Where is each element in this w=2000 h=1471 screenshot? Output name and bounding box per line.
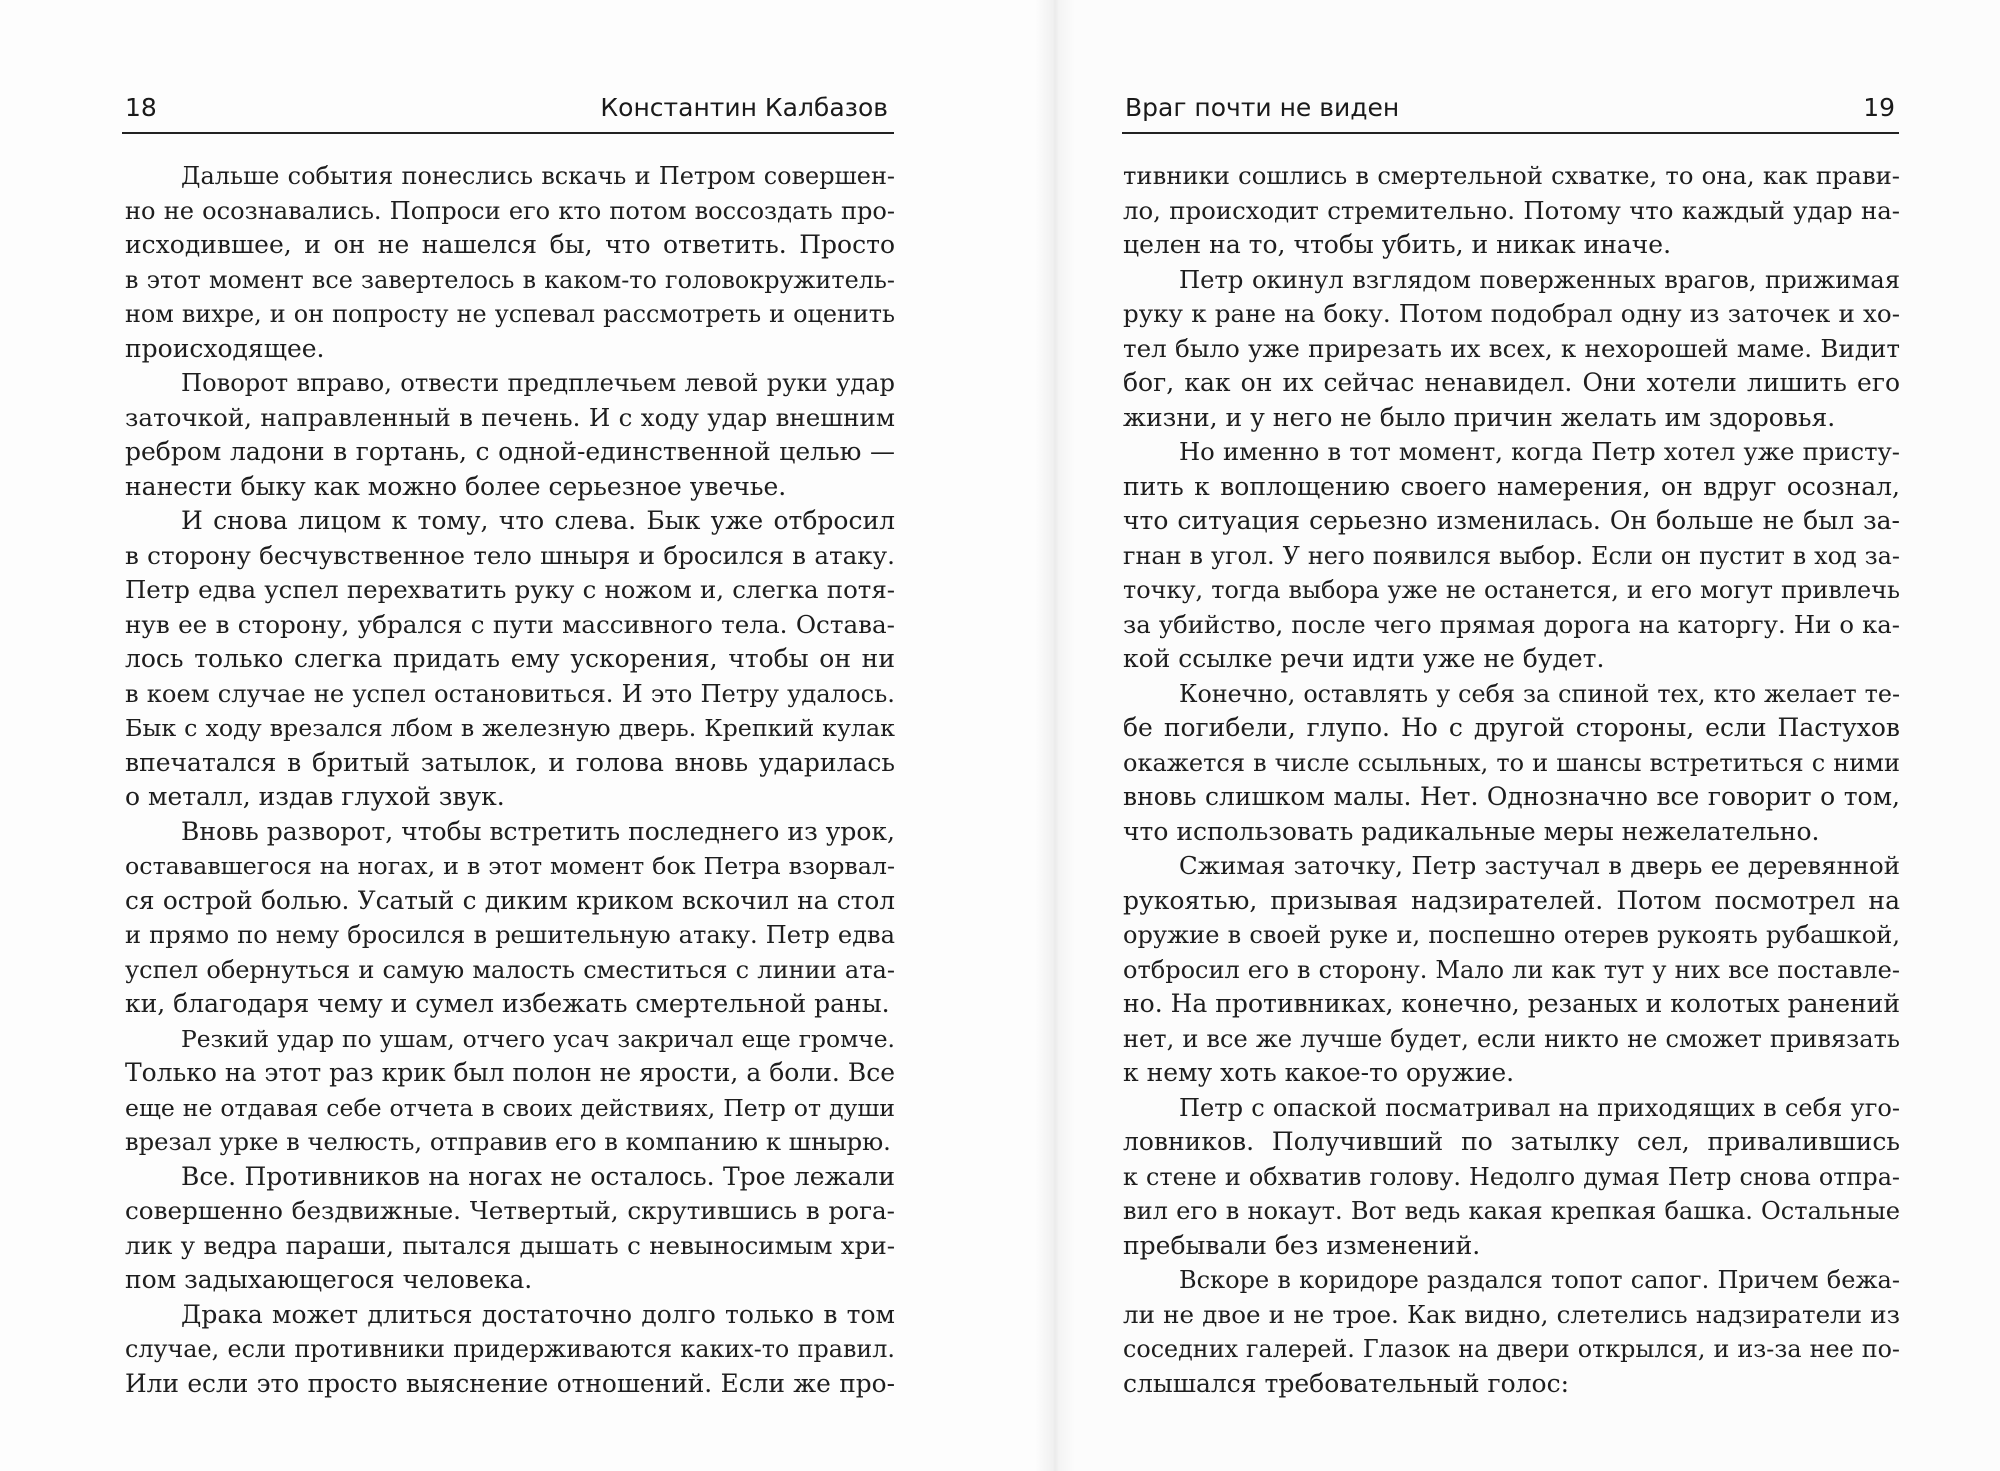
- text-line: Резкий удар по ушам, отчего усач закричал еще громче.: [181, 1024, 895, 1053]
- text-line: соседних галерей. Глазок на двери открылся, и из-за нее по-: [1123, 1335, 1900, 1363]
- right-page-number: 19: [1863, 93, 1895, 122]
- text-line: к нему хоть какое-то оружие.: [1123, 1058, 1515, 1087]
- text-line: Сжимая заточку, Петр застучал в дверь ее деревянной: [1179, 851, 1900, 880]
- left-running-head: [122, 92, 894, 134]
- text-line: совершенно бездвижные. Четвертый, скрутившись в рога-: [125, 1196, 895, 1225]
- text-line: ребром ладони в гортань, с одной-единственной целью —: [125, 437, 895, 466]
- text-line: исходившее, и он не нашелся бы, что ответить. Просто: [125, 230, 895, 259]
- text-line: в коем случае не успел остановиться. И это Петру удалось.: [125, 679, 895, 708]
- text-line: происходящее.: [125, 333, 325, 363]
- text-line: оружие в своей руке и, поспешно отерев рукоять рубашкой,: [1123, 921, 1900, 949]
- text-line: окажется в числе ссыльных, то и шансы встретиться с ними: [1123, 748, 1900, 777]
- text-line: лось только слегка придать ему ускорения, чтобы он ни: [125, 644, 895, 673]
- text-line: нув ее в сторону, убрался с пути массивного тела. Остава-: [125, 609, 895, 639]
- text-line: Вновь разворот, чтобы встретить последнего из урок,: [181, 816, 895, 846]
- text-line: ловников. Получивший по затылку сел, привалившись: [1123, 1127, 1900, 1156]
- text-line: остававшегося на ногах, и в этот момент бок Петра взорвал-: [125, 852, 895, 880]
- text-line: тел было уже прирезать их всех, к нехорошей маме. Видит: [1123, 333, 1900, 363]
- text-line: отбросил его в сторону. Мало ли как тут у них все поставле-: [1123, 955, 1900, 984]
- text-line: тивники сошлись в смертельной схватке, то она, как прави-: [1123, 161, 1900, 190]
- text-line: в этот момент все завертелось в каком-то головокружитель-: [125, 265, 895, 294]
- text-line: бе погибели, глупо. Но с другой стороны, если Пастухов: [1123, 713, 1900, 742]
- text-line: бог, как он их сейчас ненавидел. Они хотели лишить его: [1123, 368, 1900, 397]
- text-line: но. На противниках, конечно, резаных и колотых ранений: [1123, 989, 1900, 1018]
- text-line: но не осознавались. Попроси его кто потом воссоздать про-: [125, 196, 895, 225]
- text-line: рукоятью, призывая надзирателей. Потом посмотрел на: [1123, 885, 1900, 915]
- text-line: Петр едва успел перехватить руку с ножом и, слегка потя-: [125, 575, 895, 604]
- text-line: ло, происходит стремительно. Потому что каждый удар на-: [1123, 195, 1900, 225]
- text-line: в сторону бесчувственное тело шныря и бросился в атаку.: [125, 540, 895, 570]
- text-line: ном вихре, и он попросту не успевал рассмотреть и оценить: [125, 300, 895, 328]
- text-line: Вскоре в коридоре раздался топот сапог. Причем бежа-: [1179, 1266, 1900, 1294]
- text-line: к стене и обхватив голову. Недолго думая Петр снова отпра-: [1123, 1162, 1900, 1191]
- text-line: пить к воплощению своего намерения, он вдруг осознал,: [1123, 471, 1900, 501]
- text-line: еще не отдавая себе отчета в своих действиях, Петр от души: [125, 1093, 895, 1122]
- text-line: вновь слишком малы. Нет. Однозначно все говорит о том,: [1123, 782, 1900, 811]
- text-line: Бык с ходу врезался лбом в железную дверь. Крепкий кулак: [125, 714, 895, 742]
- text-line: точку, тогда выбора уже не останется, и его могут привлечь: [1123, 576, 1900, 604]
- text-line: впечатался в бритый затылок, и голова вновь ударилась: [125, 747, 895, 777]
- text-line: Или если это просто выяснение отношений. Если же про-: [125, 1368, 895, 1398]
- text-line: Дальше события понеслись вскачь и Петром совершен-: [181, 162, 895, 190]
- text-line: Петр с опаской посматривал на приходящих в себя уго-: [1179, 1093, 1900, 1122]
- text-line: Все. Противников на ногах не осталось. Трое лежали: [181, 1161, 895, 1191]
- text-line: лик у ведра параши, пытался дышать с невыносимым хри-: [125, 1230, 895, 1260]
- text-line: о металл, издав глухой звук.: [125, 782, 505, 811]
- text-line: врезал урке в челюсть, отправив его в компанию к шнырю.: [125, 1128, 891, 1156]
- text-line: ли не двое и не трое. Как видно, слетелись надзиратели из: [1123, 1299, 1900, 1329]
- text-line: пом задыхающегося человека.: [125, 1265, 533, 1294]
- text-line: пребывали без изменений.: [1123, 1230, 1481, 1260]
- text-line: за убийство, после чего прямая дорога на каторгу. Ни о ка-: [1123, 609, 1900, 639]
- text-line: случае, если противники придерживаются каких-то правил.: [125, 1335, 895, 1363]
- text-line: ся острой болью. Усатый с диким криком вскочил на стол: [125, 885, 895, 915]
- right-running-head: [1122, 92, 1899, 134]
- text-line: целен на то, чтобы убить, и никак иначе.: [1123, 230, 1672, 259]
- text-line: кой ссылке речи идти уже не будет.: [1123, 644, 1605, 673]
- text-line: жизни, и у него не было причин желать им здоровья.: [1123, 402, 1836, 432]
- text-line: гнан в угол. У него появился выбор. Если он пустит в ход за-: [1123, 541, 1900, 570]
- left-text-block: [125, 159, 895, 1401]
- text-line: руку к ране на боку. Потом подобрал одну из заточек и хо-: [1123, 299, 1900, 328]
- text-line: И снова лицом к тому, что слева. Бык уже отбросил: [181, 506, 895, 535]
- text-line: вил его в нокаут. Вот ведь какая крепкая башка. Остальные: [1123, 1197, 1900, 1225]
- text-line: что использовать радикальные меры нежелательно.: [1123, 816, 1820, 846]
- left-page-number: 18: [125, 93, 157, 122]
- text-line: Конечно, оставлять у себя за спиной тех, кто желает те-: [1179, 679, 1900, 708]
- text-line: Поворот вправо, отвести предплечьем левой руки удар: [181, 369, 895, 397]
- text-line: что ситуация серьезно изменилась. Он больше не был за-: [1123, 506, 1900, 535]
- text-line: и прямо по нему бросился в решительную атаку. Петр едва: [125, 921, 895, 949]
- text-line: Петр окинул взглядом поверженных врагов, прижимая: [1179, 264, 1900, 294]
- text-line: слышался требовательный голос:: [1123, 1368, 1570, 1398]
- right-running-title: Враг почти не виден: [1125, 93, 1400, 122]
- text-line: Драка может длиться достаточно долго только в том: [181, 1299, 895, 1329]
- text-line: заточкой, направленный в печень. И с ходу удар внешним: [125, 402, 895, 432]
- text-line: успел обернуться и самую малость сместиться с линии ата-: [125, 955, 895, 984]
- text-line: нет, и все же лучше будет, если никто не сможет привязать: [1123, 1024, 1900, 1053]
- text-line: Но именно в тот момент, когда Петр хотел уже присту-: [1179, 437, 1900, 466]
- text-line: ки, благодаря чему и сумел избежать смертельной раны.: [125, 989, 890, 1018]
- left-running-title: Константин Калбазов: [600, 93, 888, 122]
- text-line: нанести быку как можно более серьезное увечье.: [125, 471, 787, 501]
- text-line: Только на этот раз крик был полон не ярости, а боли. Все: [125, 1058, 895, 1087]
- right-text-block: [1123, 159, 1900, 1401]
